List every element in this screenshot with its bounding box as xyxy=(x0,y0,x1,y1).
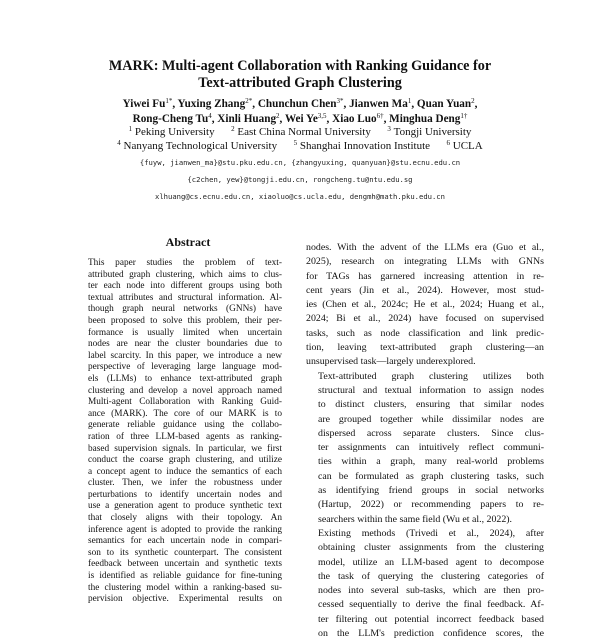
author-mark: 1* xyxy=(165,97,173,105)
text-line: a concept agent to induce the semantics of each xyxy=(88,466,282,477)
author-name: Chunchun Chen xyxy=(257,98,337,110)
text-line: tion, leaving text-attributed graph clustering—an xyxy=(306,342,544,354)
abstract-body xyxy=(88,258,282,606)
text-line: feedback between uncertain and synthetic texts xyxy=(88,559,282,570)
text-line: for TAGs has garnered increasing attention in re- xyxy=(306,270,544,282)
affiliation-mark: 5 xyxy=(293,139,298,147)
text-line: This paper studies the problem of text- xyxy=(88,258,282,268)
text-line: that closely aligns with their topology. An xyxy=(88,513,282,524)
intro-paragraph-1 xyxy=(306,241,544,370)
affiliation-name: UCLA xyxy=(452,140,483,152)
author-mark: 1† xyxy=(460,111,468,120)
author-mark: 2 xyxy=(471,97,475,105)
text-line: (Hartup, 2022) or recommending papers to re- xyxy=(318,499,544,511)
intro-paragraph-2 xyxy=(306,370,544,527)
text-line: pervision objective. Experimental results on xyxy=(88,594,282,605)
text-line: unsupervised task—largely underexplored. xyxy=(306,356,476,368)
text-line: cent years (Jin et al., 2024). However, most stud- xyxy=(306,284,544,296)
author-name: Xiao Luo xyxy=(332,112,377,125)
text-line: ration of three LLM-based agents as ranking- xyxy=(88,431,282,442)
author-name: Jianwen Ma xyxy=(349,98,408,110)
author-name: Rong-Cheng Tu xyxy=(132,112,209,125)
title-line-2: Text-attributed Graph Clustering xyxy=(198,75,402,91)
text-line: structural and textual information to assign nodes xyxy=(318,384,544,396)
text-line: model, utilize an LLM-based agent to decompose xyxy=(318,556,544,568)
text-line: formance is usually limited when uncertain xyxy=(88,327,282,338)
author-mark: 1 xyxy=(407,97,412,105)
text-line: Text-attributed graph clustering utilizes both xyxy=(318,370,544,382)
text-line: on the LLM's prediction confidence scores, the xyxy=(318,628,544,640)
text-line: tasks, such as node classification and link predic- xyxy=(306,327,544,339)
text-line: ter each node into different groups using both xyxy=(88,281,282,292)
text-line: cluster. Then, we infer the robustness under xyxy=(88,478,282,489)
text-line: semantics for each uncertain node in compari- xyxy=(88,536,282,547)
text-line: nodes into several sub-tasks, which are then pro- xyxy=(318,585,544,597)
author-mark: 2 xyxy=(276,111,280,120)
title-line-1: MARK: Multi-agent Collaboration with Ranking Guidance for xyxy=(108,58,492,74)
text-line: nodes. With the advent of the LLMs era (Guo et al., xyxy=(306,242,544,253)
text-line: ter assignments can intuitively reflect communi- xyxy=(318,442,544,454)
text-line: 2024; Bi et al., 2024) have focused on supervised xyxy=(306,313,544,325)
author-line-1: Yiwei $Fu^{1*}$, Yuxing Zhang$^{2*}$, Chunchun Chen$^{3*}$, Jianwen Ma$^1$, Quan Yuan$^2$, xyxy=(122,97,478,110)
text-line: cessed sequentially to derive the final feedback. Af- xyxy=(318,599,544,611)
text-line: attributed graph clustering, which aims to clus- xyxy=(88,269,282,280)
text-line: conduct the coarse graph clustering, and utilize xyxy=(88,455,282,466)
affiliation-name: East China Normal University xyxy=(237,126,371,138)
text-line: ance (MARK). The core of our MARK is to xyxy=(88,408,282,419)
text-line: son to its synthetic counterpart. The consistent xyxy=(88,547,282,558)
author-name: Yuxing Zhang xyxy=(177,98,246,110)
text-line: searchers within the same field (Wu et al., 2022). xyxy=(318,513,513,525)
text-line: Existing methods (Trivedi et al., 2024), after xyxy=(318,527,544,539)
affiliation-mark: 4 xyxy=(117,139,121,147)
email-line-3: xlhuang@cs.ecnu.edu.cn, xiaoluo@cs.ucla.edu, dengmh@math.pku.edu.cn xyxy=(155,192,445,201)
text-line: can be formulated as graph clustering tasks, such xyxy=(318,470,544,482)
intro-body xyxy=(306,241,544,641)
author-mark: 3* xyxy=(336,97,344,105)
text-line: textual attributes and structural information. Al- xyxy=(88,292,282,303)
text-line: generate reliable guidance using the collabo- xyxy=(88,420,282,431)
author-name: Xinli Huang xyxy=(217,112,277,125)
paper-title xyxy=(60,58,540,92)
author-name: Wei Ye xyxy=(284,112,318,125)
text-line: the task of querying the clustering categories of xyxy=(318,570,544,582)
text-line: been proposed to solve this problem, their per- xyxy=(88,315,282,326)
affiliation-mark: 2 xyxy=(231,125,235,133)
affiliation-mark: 3 xyxy=(387,125,391,133)
text-line: are grouped together while dissimilar nodes are xyxy=(318,413,544,425)
text-line: els (LLMs) to enhance text-attributed graph xyxy=(88,373,282,384)
affiliation-name: Shanghai Innovation Institute xyxy=(299,140,431,152)
affiliation-mark: 6 xyxy=(446,139,451,147)
text-line: to distinct clusters, ensuring that similar nodes xyxy=(318,399,544,411)
text-line: ies (Chen et al., 2024c; He et al., 2024; Huang et al., xyxy=(306,299,544,311)
affiliation-name: Tongji University xyxy=(393,126,472,138)
text-line: though graph neural networks (GNNs) have xyxy=(88,304,282,315)
text-line: 2025), research on integrating LLMs with GNNs xyxy=(306,256,544,268)
author-mark: 3,5 xyxy=(317,111,327,120)
text-line: clustering and develop a novel approach named xyxy=(88,385,282,396)
text-line: perturbations to identify uncertain nodes and xyxy=(88,489,282,500)
text-line: use a generation agent to produce synthetic text xyxy=(88,501,282,512)
email-line-2: {c2chen, yew}@tongji.edu.cn, rongcheng.tu@ntu.edu.sg xyxy=(187,175,413,184)
author-name: Quan Yuan xyxy=(416,98,472,110)
text-line: Multi-agent Collaboration with Ranking Guid- xyxy=(88,397,282,408)
author-mark: 2* xyxy=(245,97,253,105)
email-list xyxy=(50,154,550,205)
affiliation-mark: 1 xyxy=(128,125,133,133)
author-name: Yiwei Fu xyxy=(122,98,166,110)
affiliation-line-2 xyxy=(50,139,550,153)
text-line: as identifying friend groups in social networks xyxy=(318,485,544,497)
text-line: ties within a graph, many real-world problems xyxy=(318,456,544,468)
author-line-2: Rong-Cheng Tu$^4$, Xinli Huang$^2$, Wei Ye$^{3,5}$, Xiao Luo$^{6\dagger}$, Minghua Deng$^{1\dagger}$ xyxy=(132,111,468,125)
author-name: Minghua Deng xyxy=(389,112,461,125)
text-line: based supervision signals. In particular, we first xyxy=(88,443,282,454)
text-line: is identified as reliable guidance for fine-tuning xyxy=(88,571,282,582)
author-list xyxy=(50,97,550,126)
affiliation-name: Peking University xyxy=(134,126,215,138)
text-line: perspective of leveraging large language mod- xyxy=(88,362,282,373)
text-line: dispersed across separate clusters. Since clus- xyxy=(318,427,544,439)
text-line: nodes are near the cluster boundaries due to xyxy=(88,339,282,350)
text-line: the clustering model within a ranking-based su- xyxy=(88,582,282,593)
affiliation-list xyxy=(50,125,550,153)
affiliation-line-1 xyxy=(50,125,550,139)
author-mark: 4 xyxy=(208,111,212,120)
text-line: label scarcity. In this paper, we introduce a new xyxy=(88,350,282,361)
intro-paragraph-3 xyxy=(306,527,544,641)
affiliation-name: Nanyang Technological University xyxy=(123,140,278,152)
text-line: inference agent is adopted to provide the ranking xyxy=(88,524,282,535)
author-mark: 6† xyxy=(376,111,384,120)
text-line: obtaining cluster assignments from the clustering xyxy=(318,542,544,554)
text-line: ter filtering out potential incorrect feedback based xyxy=(318,613,544,625)
email-line-1: {fuyw, jianwen_ma}@stu.pku.edu.cn, {zhangyuxing, quanyuan}@stu.ecnu.edu.cn xyxy=(139,158,461,167)
abstract-heading: Abstract xyxy=(165,235,211,249)
